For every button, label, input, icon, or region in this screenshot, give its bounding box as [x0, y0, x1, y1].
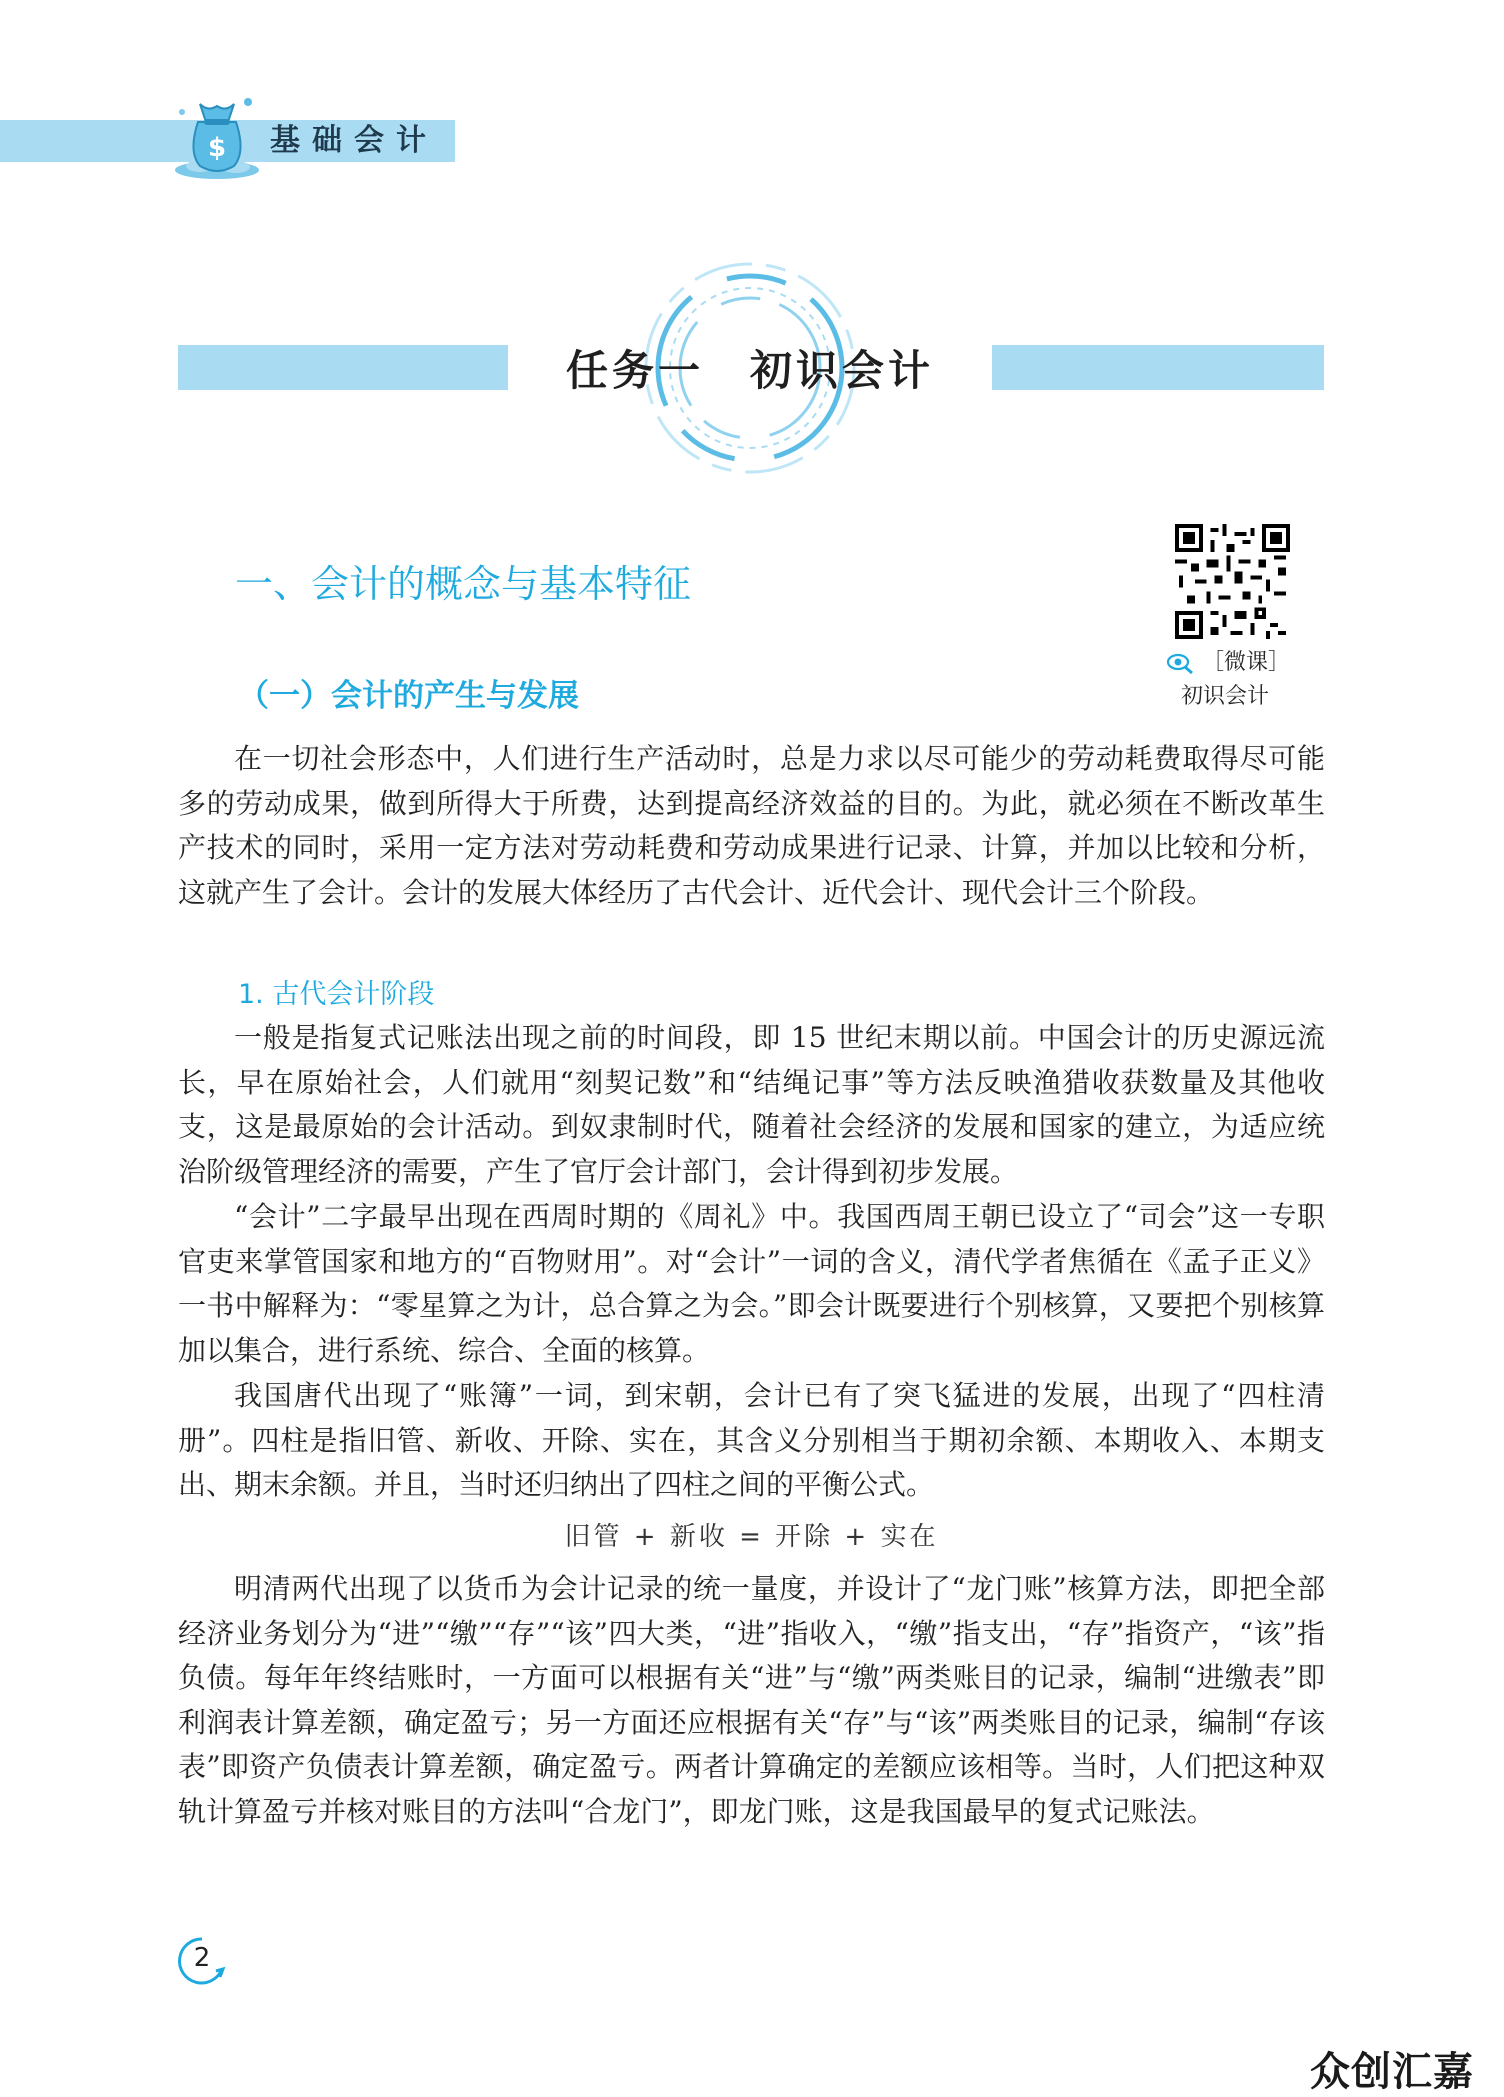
book-title: 基础会计	[270, 123, 438, 158]
section-heading: 一、会计的概念与基本特征	[235, 562, 692, 606]
item-heading: 1. 古代会计阶段	[238, 979, 435, 1010]
paragraph-ming-qing: 明清两代出现了以货币为会计记录的统一量度，并设计了“龙门账”核算方法，即把全部经济业务划分为“进”“缴”“存”“该”四大类，“进”指收入，“缴”指支出，“存”指资产，“该”指负债。每年年终结账时，一方面可以根据有关“进”与“缴”两类账目的记录，编制“进缴表”即利润表计算差额，确定盈亏；另一方面还应根据有关“存”与“该”两类账目的记录，编制“存该表”即资产负债表计算差额，确定盈亏。两者计算确定的差额应该相等。当时，人们把这种双轨计算盈亏并核对账目的方法叫“合龙门”，即龙门账，这是我国最早的复式记账法。	[178, 1572, 1325, 1828]
paragraph-ancient: 一般是指复式记账法出现之前的时间段，即 15 世纪末期以前。中国会计的历史源远流长，早在原始社会，人们就用“刻契记数”和“结绳记事”等方法反映渔猎收获数量及其他收支，这是最原始的会计活动。到奴隶制时代，随着社会经济的发展和国家的建立，为适应统治阶级管理经济的需要，产生了官厅会计部门，会计得到初步发展。	[178, 1021, 1325, 1188]
paragraph-zhouli: “会计”二字最早出现在西周时期的《周礼》中。我国西周王朝已设立了“司会”这一专职官吏来掌管国家和地方的“百物财用”。对“会计”一词的含义，清代学者焦循在《孟子正义》一书中解释为：“零星算之为计，总合算之为会。”即会计既要进行个别核算，又要把个别核算加以集合，进行系统、综合、全面的核算。	[178, 1200, 1325, 1367]
banner-bar-left	[178, 345, 508, 390]
money-bag-icon	[170, 82, 265, 182]
paragraph-tang-song: 我国唐代出现了“账簿”一词，到宋朝，会计已有了突飞猛进的发展，出现了“四柱清册”。四柱是指旧管、新收、开除、实在，其含义分别相当于期初余额、本期收入、本期支出、期末余额。并且，当时还归纳出了四柱之间的平衡公式。	[178, 1379, 1325, 1501]
watermark: 众创汇嘉	[1310, 2049, 1474, 2095]
qr-code[interactable]	[1175, 524, 1290, 639]
task-title: 任务一 初识会计	[565, 346, 934, 395]
qr-label	[1165, 646, 1315, 714]
qr-caption: 初识会计	[1181, 684, 1270, 709]
balance-formula: 旧管 + 新收 = 开除 + 实在	[564, 1522, 939, 1552]
qr-tag: ［微课］	[1202, 650, 1291, 675]
subsection-heading: （一）会计的产生与发展	[238, 678, 579, 714]
eye-search-icon	[1165, 652, 1195, 674]
svg-text:$: $	[207, 133, 227, 163]
page-number: 2	[193, 1943, 211, 1973]
banner-bar-right	[992, 345, 1324, 390]
paragraph-intro: 在一切社会形态中，人们进行生产活动时，总是力求以尽可能少的劳动耗费取得尽可能多的劳动成果，做到所得大于所费，达到提高经济效益的目的。为此，就必须在不断改革生产技术的同时，采用一定方法对劳动耗费和劳动成果进行记录、计算，并加以比较和分析，这就产生了会计。会计的发展大体经历了古代会计、近代会计、现代会计三个阶段。	[178, 742, 1325, 909]
